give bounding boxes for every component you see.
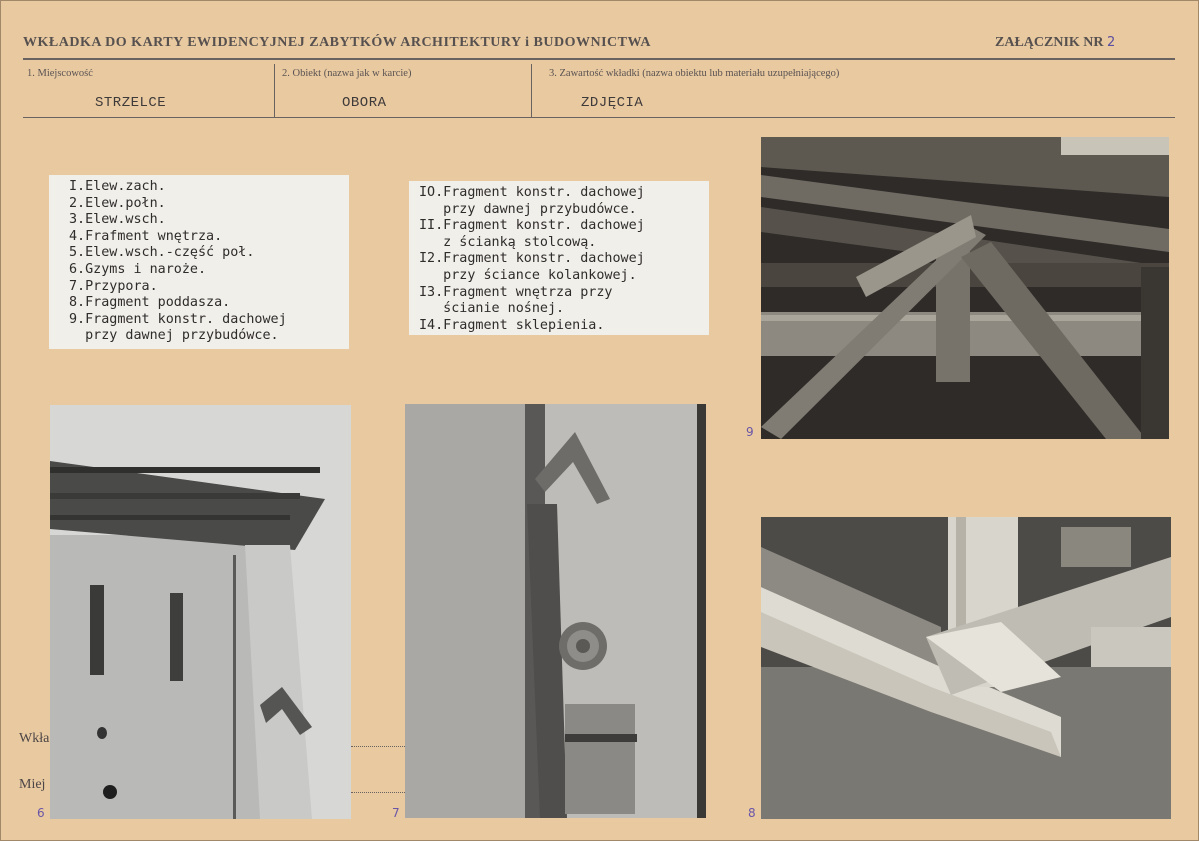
caption-item: I4.Fragment sklepienia. — [419, 317, 605, 333]
caption-item: przy ściance kolankowej. — [419, 267, 637, 283]
caption-item: 5.Elew.wsch.-część poł. — [69, 245, 255, 261]
caption-item: ścianie nośnej. — [419, 301, 565, 317]
header-bottom-rule — [23, 117, 1175, 118]
photo-buttress — [405, 404, 706, 818]
underlying-dotted-line — [351, 746, 405, 747]
locality-label: 1. Miejscowość — [27, 68, 93, 79]
photo-attic-fragment — [761, 517, 1171, 819]
annex-heading — [995, 35, 1115, 51]
caption-item: 3.Elew.wsch. — [69, 212, 166, 228]
caption-item: 2.Elew.połn. — [69, 195, 166, 211]
photo-number-6: 6 — [37, 806, 45, 820]
caption-item: 6.Gzyms i naroże. — [69, 261, 207, 277]
caption-item: I3.Fragment wnętrza przy — [419, 284, 613, 300]
field-divider-2 — [531, 64, 532, 117]
annex-label: ZAŁĄCZNIK NR — [995, 35, 1104, 50]
header-top-rule — [23, 58, 1175, 60]
contents-label: 3. Zawartość wkładki (nazwa obiektu lub materiału uzupełniającego) — [549, 68, 840, 79]
card-title: WKŁADKA DO KARTY EWIDENCYJNEJ ZABYTKÓW ARCHITEKTURY i BUDOWNICTWA — [23, 35, 652, 50]
underlying-label-1: Wkła — [19, 731, 50, 746]
caption-item: z ścianką stolcową. — [419, 234, 597, 250]
contents-value: ZDJĘCIA — [581, 95, 644, 111]
annex-number: 2 — [1107, 35, 1116, 50]
photo-number-9: 9 — [746, 425, 754, 439]
caption-item: przy dawnej przybudówce. — [69, 328, 279, 344]
locality-value: STRZELCE — [95, 95, 167, 111]
photo-number-8: 8 — [748, 806, 756, 820]
caption-item: II.Fragment konstr. dachowej — [419, 218, 645, 234]
photo-cornice-corner — [50, 405, 351, 819]
caption-list-right — [409, 181, 709, 335]
caption-item: przy dawnej przybudówce. — [419, 201, 637, 217]
underlying-dotted-line — [351, 792, 405, 793]
caption-list-left — [49, 175, 349, 349]
object-value: OBORA — [342, 95, 387, 111]
caption-item: 9.Fragment konstr. dachowej — [69, 311, 287, 327]
object-label: 2. Obiekt (nazwa jak w karcie) — [282, 68, 412, 79]
caption-item: IO.Fragment konstr. dachowej — [419, 185, 645, 200]
caption-item: I2.Fragment konstr. dachowej — [419, 251, 645, 267]
photo-number-7: 7 — [392, 806, 400, 820]
field-divider-1 — [274, 64, 275, 117]
caption-item: 4.Frafment wnętrza. — [69, 228, 223, 244]
underlying-label-2: Miej — [19, 777, 46, 792]
caption-item: 8.Fragment poddasza. — [69, 295, 231, 311]
photo-roof-truss — [761, 137, 1169, 439]
caption-item: I.Elew.zach. — [69, 179, 166, 194]
caption-item: 7.Przypora. — [69, 278, 158, 294]
